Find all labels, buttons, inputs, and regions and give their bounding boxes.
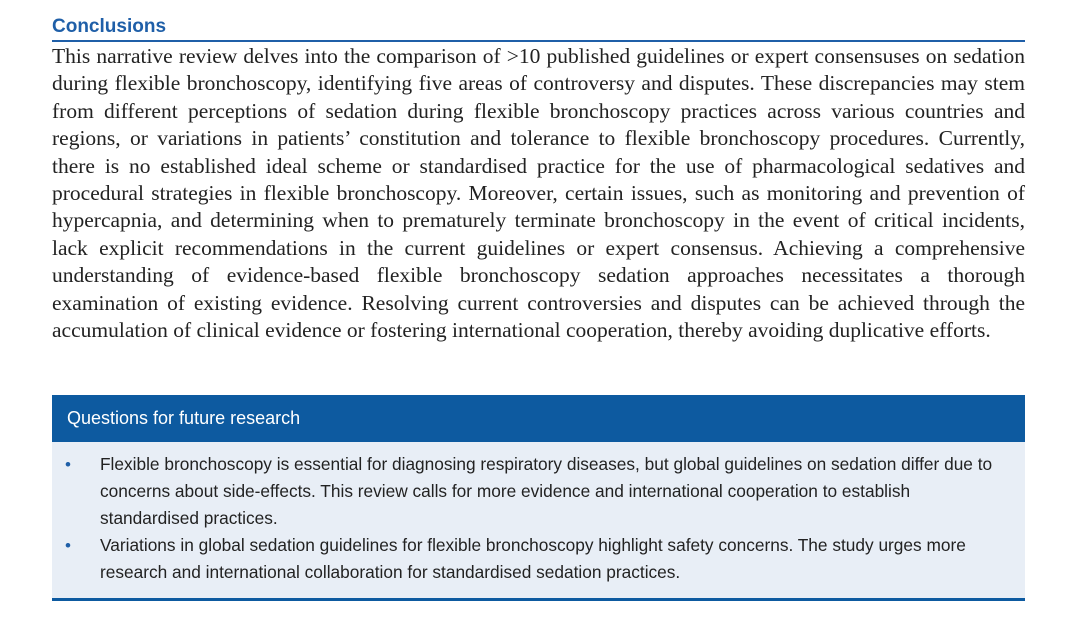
bullet-icon: • xyxy=(65,536,71,555)
conclusions-section xyxy=(52,14,1025,344)
box-header xyxy=(52,395,1025,442)
future-research-box xyxy=(52,395,1025,601)
section-heading: Conclusions xyxy=(52,16,167,37)
future-research-list xyxy=(52,442,1025,586)
list-item-text: Flexible bronchoscopy is essential for diagnosing respiratory diseases, but global guidelines on sedation differ due to concerns about side-effects. This review calls for more evidence and international cooperation to establish standardised practices. xyxy=(100,454,993,528)
heading-divider xyxy=(52,40,1025,42)
list-item xyxy=(52,532,1025,586)
bullet-icon: • xyxy=(65,455,71,474)
list-item-text: Variations in global sedation guidelines for flexible bronchoscopy highlight safety concerns. The study urges more research and international collaboration for standardised sedation practices. xyxy=(100,535,966,582)
box-title: Questions for future research xyxy=(67,408,301,428)
conclusions-paragraph: This narrative review delves into the comparison of >10 published guidelines or expert consensuses on sedation during flexible bronchoscopy, identifying five areas of controversy and disputes. These discrepancies may stem from different perceptions of sedation during flexible bronchoscopy practices across various countries and regions, or variations in patients’ constitution and tolerance to flexible bronchoscopy procedures. Currently, there is no established ideal scheme or standardised practice for the use of pharmacological sedatives and procedural strategies in flexible bronchoscopy. Moreover, certain issues, such as monitoring and prevention of hypercapnia, and determining when to prematurely terminate bronchoscopy in the event of critical incidents, lack explicit recommendations in the current guidelines or expert consensus. Achieving a comprehensive understanding of evidence-based flexible bronchoscopy sedation approaches necessitates a thorough examination of existing evidence. Resolving current controversies and disputes can be achieved through the accumulation of clinical evidence or fostering international cooperation, thereby avoiding duplicative efforts. xyxy=(52,44,1025,343)
list-item xyxy=(52,451,1025,532)
